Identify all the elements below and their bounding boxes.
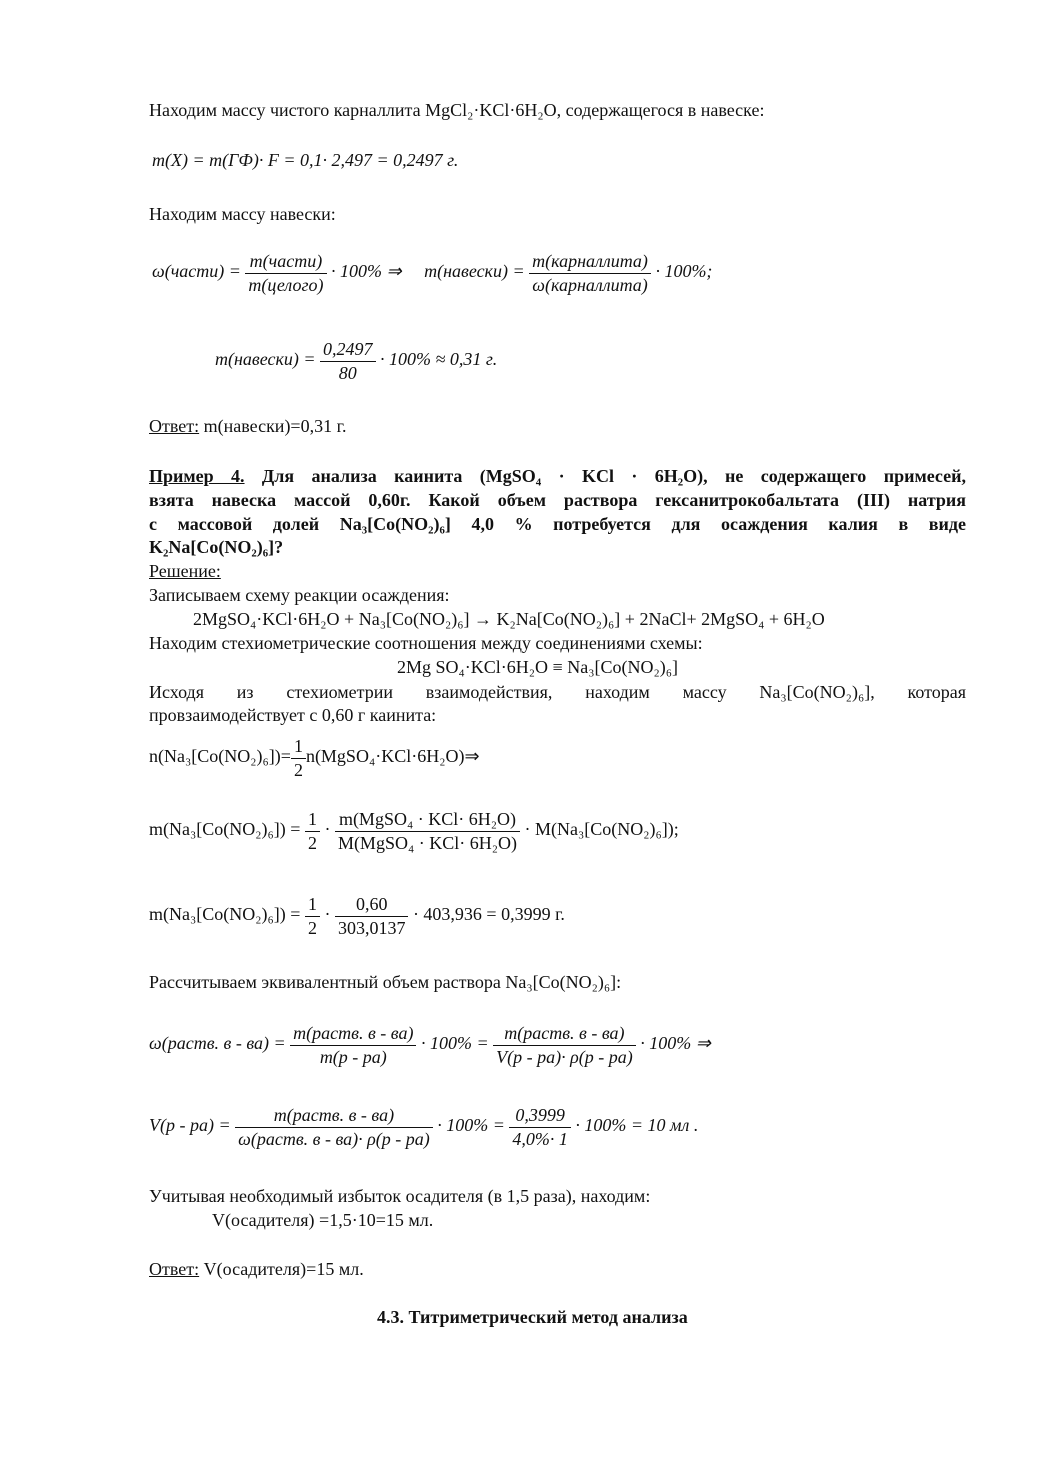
example-label: Пример 4. [149,466,245,486]
equation-mass-x: m(X) = m(ГФ)· F = 0,1· 2,497 = 0,2497 г. [152,150,459,170]
fraction-numerator: m(раств. в - ва) [290,1022,416,1046]
fraction-numerator: 0,2497 [320,338,376,362]
fraction-mass-molar [335,893,409,939]
fraction-numerator: 0,3999 [509,1104,571,1128]
example4-line3: с массовой долей Na₃[Co(NO₂)₆] 4,0 % потребуется для осаждения калия в виде [149,514,966,534]
eq3-lhs: m(навески) = [215,349,316,370]
fraction-numerator: m(части) [245,250,326,274]
fraction-numerator: m(раств. в - ва) [235,1104,433,1128]
eq-m-lhs: m(Na₃[Co(NO₂)₆]) = [149,819,301,840]
equation-sample-mass [215,338,497,384]
equation-mass-fraction [152,250,712,296]
eq-V-mid: · 100% = [437,1115,505,1136]
example4-line4: K₂Na[Co(NO₂)₆]? [149,537,284,557]
fraction-denominator: m(целого) [248,274,324,295]
solution-step1: Записываем схему реакции осаждения: [149,585,450,605]
answer-1 [149,417,346,437]
answer-text: V(осадителя)=15 мл. [203,1259,364,1279]
equation-moles [149,735,480,781]
fraction-volume-formula [235,1104,433,1150]
eq-v-lhs: m(Na₃[Co(NO₂)₆]) = [149,904,301,925]
eq-n-lhs: n(Na₃[Co(NO₂)₆])= [149,746,291,767]
fraction-solute-solution [290,1022,416,1068]
eq2-lhs: ω(части) = [152,261,241,282]
fraction-denominator: ω(раств. в - ва)· ρ(р - ра) [238,1128,430,1149]
eq-w-tail: · 100% ⇒ [640,1033,711,1054]
answer-label: Ответ: [149,1259,200,1279]
fraction-half [305,893,320,939]
solution-step5: Учитывая необходимый избыток осадителя (в 1,5 раза), находим: [149,1186,651,1206]
solution-step2: Находим стехиометрические соотношения между соединениями схемы: [149,633,703,653]
fraction-part [245,250,326,296]
reaction-equation: 2MgSO₄·KCl·6H₂O + Na₃[Co(NO₂)₆] → K₂Na[Co(NO₂)₆] + 2NaCl+ 2MgSO₄ + 6H₂O [193,609,825,629]
eq-m-tail: · M(Na₃[Co(NO₂)₆]); [524,819,679,840]
fraction-denominator: ω(карналлита) [532,274,648,295]
fraction-numerator: m(MgSO₄ · KCl· 6H₂O) [335,808,520,832]
fraction-sample [529,250,651,296]
fraction-denominator: 80 [338,362,357,383]
eq-V-lhs: V(р - ра) = [149,1115,231,1136]
fraction-denominator: 2 [307,917,317,938]
solution-step6: V(осадителя) =1,5·10=15 мл. [212,1210,434,1230]
fraction-numerator: 1 [291,735,306,759]
equation-mass-reagent: m(Na₃[Co(NO₂)₆]) = $\frac{1}{2}$ · $\frac{\text{m(MgSO₄ · KCl· 6H₂O)}}{\text{M(MgSO₄ · KCl· 6H₂O)}}$ · M(Na₃[Co(NO₂)₆]); [149,809,679,853]
fraction-numerator: m(раств. в - ва) [493,1022,636,1046]
equivalence-relation: 2Mg SO₄·KCl·6H₂O ≡ Na₃[Co(NO₂)₆] [397,657,679,677]
fraction-denominator: m(р - ра) [319,1046,387,1067]
intro-line2: Находим массу навески: [149,204,336,224]
fraction-denominator: M(MgSO₄ · KCl· 6H₂O) [337,832,517,853]
fraction-volume-value [509,1104,571,1150]
equation-solution-fraction [149,1022,711,1068]
solution-step4: Рассчитываем эквивалентный объем раствора Na₃[Co(NO₂)₆]: [149,972,622,992]
fraction-denominator: V(р - ра)· ρ(р - ра) [496,1046,633,1067]
fraction-denominator: 2 [307,832,317,853]
example-text: Для анализа каинита (MgSO₄ · KCl · 6H₂O), не содержащего примесей, [261,466,966,486]
fraction-half [305,808,320,854]
section-heading: 4.3. Титриметрический метод анализа [377,1307,688,1327]
eq-n-rhs: n(MgSO₄·KCl·6H₂O)⇒ [305,746,480,767]
fraction-sample-value [320,338,376,384]
equation-mass-value: m(Na₃[Co(NO₂)₆]) = $\frac{1}{2}$ · $\frac{0,60}{303,0137}$ · 403,936 = 0,3999 г. [149,894,565,938]
example4-line2: взята навеска массой 0,60г. Какой объем раствора гексанитрокобальтата (III) натрия [149,490,966,510]
solution-step3a: Исходя из стехиометрии взаимодействия, находим массу Na₃[Co(NO₂)₆], которая [149,682,966,702]
answer-2 [149,1260,364,1280]
fraction-denominator: 303,0137 [337,917,406,938]
answer-text: m(навески)=0,31 г. [203,416,347,436]
eq-v-tail: · 403,936 = 0,3999 г. [412,904,565,925]
eq2-mid: · 100% ⇒ [331,261,402,282]
eq-w-mid: · 100% = [420,1033,489,1054]
fraction-half [291,735,306,781]
eq3-tail: · 100% ≈ 0,31 г. [380,349,498,370]
answer-label: Ответ: [149,416,200,436]
intro-line1: Находим массу чистого карналлита MgCl₂·KCl·6H₂O, содержащегося в навеске: [149,100,765,120]
fraction-solute-volume [493,1022,636,1068]
fraction-denominator: 2 [293,759,303,780]
solution-label: Решение: [149,561,221,581]
fraction-kainite [335,808,520,854]
eq-V-tail: · 100% = 10 мл . [575,1115,699,1136]
solution-step3b: провзаимодействует с 0,60 г каинита: [149,705,437,725]
eq2-tail: · 100%; [655,261,713,282]
fraction-numerator: 1 [305,893,320,917]
equation-volume [149,1104,698,1150]
fraction-numerator: 1 [305,808,320,832]
eq2-lhs2: m(навески) = [424,261,525,282]
fraction-numerator: 0,60 [335,893,409,917]
eq-w-lhs: ω(раств. в - ва) = [149,1033,286,1054]
fraction-denominator: 4,0%· 1 [512,1128,568,1149]
fraction-numerator: m(карналлита) [529,250,651,274]
